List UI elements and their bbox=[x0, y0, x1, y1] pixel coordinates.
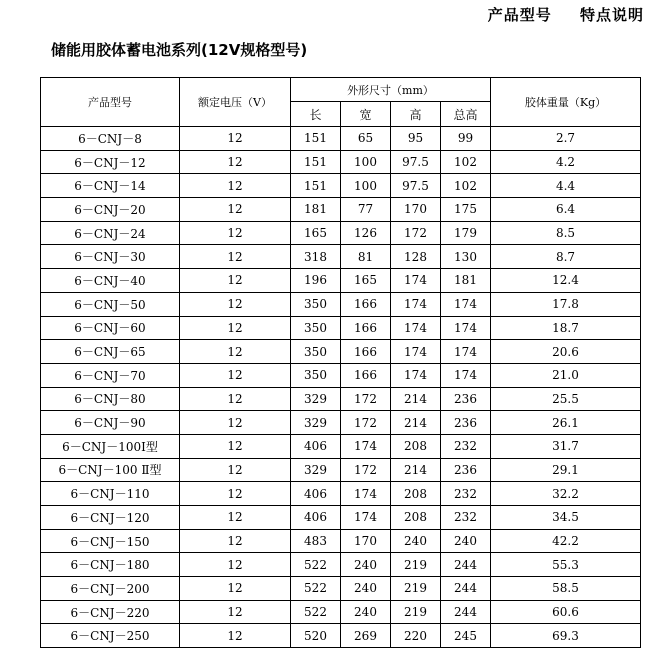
cell-height: 128 bbox=[391, 245, 441, 269]
cell-total-height: 175 bbox=[441, 198, 491, 222]
table-row bbox=[41, 387, 641, 411]
cell-total-height: 232 bbox=[441, 482, 491, 506]
cell-model: 6－CNJ－120 bbox=[41, 506, 180, 530]
cell-width: 174 bbox=[341, 434, 391, 458]
cell-voltage: 12 bbox=[180, 150, 291, 174]
cell-model: 6－CNJ－70 bbox=[41, 363, 180, 387]
cell-weight: 29.1 bbox=[491, 458, 641, 482]
cell-weight: 34.5 bbox=[491, 506, 641, 530]
cell-width: 240 bbox=[341, 600, 391, 624]
cell-weight: 58.5 bbox=[491, 577, 641, 601]
cell-model: 6－CNJ－80 bbox=[41, 387, 180, 411]
cell-weight: 2.7 bbox=[491, 127, 641, 151]
cell-model: 6－CNJ－100Ⅰ型 bbox=[41, 434, 180, 458]
cell-height: 174 bbox=[391, 340, 441, 364]
table-row bbox=[41, 624, 641, 648]
cell-weight: 4.4 bbox=[491, 174, 641, 198]
cell-width: 174 bbox=[341, 482, 391, 506]
cell-length: 329 bbox=[291, 411, 341, 435]
cell-model: 6－CNJ－30 bbox=[41, 245, 180, 269]
cell-height: 220 bbox=[391, 624, 441, 648]
cell-height: 208 bbox=[391, 506, 441, 530]
table-row bbox=[41, 600, 641, 624]
cell-width: 170 bbox=[341, 529, 391, 553]
cell-model: 6－CNJ－24 bbox=[41, 221, 180, 245]
table-row bbox=[41, 411, 641, 435]
header-voltage: 额定电压（V） bbox=[180, 78, 291, 127]
cell-model: 6－CNJ－50 bbox=[41, 292, 180, 316]
table-row bbox=[41, 127, 641, 151]
cell-weight: 8.5 bbox=[491, 221, 641, 245]
cell-voltage: 12 bbox=[180, 411, 291, 435]
cell-total-height: 99 bbox=[441, 127, 491, 151]
cell-height: 172 bbox=[391, 221, 441, 245]
table-row bbox=[41, 292, 641, 316]
table-row bbox=[41, 221, 641, 245]
cell-width: 166 bbox=[341, 292, 391, 316]
table-row bbox=[41, 506, 641, 530]
cell-voltage: 12 bbox=[180, 553, 291, 577]
cell-length: 406 bbox=[291, 506, 341, 530]
cell-length: 318 bbox=[291, 245, 341, 269]
cell-voltage: 12 bbox=[180, 529, 291, 553]
cell-height: 174 bbox=[391, 363, 441, 387]
cell-width: 269 bbox=[341, 624, 391, 648]
cell-width: 166 bbox=[341, 340, 391, 364]
cell-voltage: 12 bbox=[180, 292, 291, 316]
cell-model: 6－CNJ－200 bbox=[41, 577, 180, 601]
cell-height: 240 bbox=[391, 529, 441, 553]
header-width: 宽 bbox=[341, 102, 391, 127]
cell-model: 6－CNJ－150 bbox=[41, 529, 180, 553]
cell-weight: 8.7 bbox=[491, 245, 641, 269]
cell-width: 240 bbox=[341, 553, 391, 577]
cell-weight: 21.0 bbox=[491, 363, 641, 387]
cell-height: 219 bbox=[391, 600, 441, 624]
cell-length: 406 bbox=[291, 434, 341, 458]
cell-height: 208 bbox=[391, 434, 441, 458]
cell-model: 6－CNJ－20 bbox=[41, 198, 180, 222]
cell-length: 350 bbox=[291, 363, 341, 387]
cell-length: 350 bbox=[291, 292, 341, 316]
cell-width: 240 bbox=[341, 577, 391, 601]
cell-total-height: 236 bbox=[441, 458, 491, 482]
cell-voltage: 12 bbox=[180, 434, 291, 458]
cell-width: 100 bbox=[341, 150, 391, 174]
cell-weight: 4.2 bbox=[491, 150, 641, 174]
cell-length: 522 bbox=[291, 600, 341, 624]
cell-weight: 18.7 bbox=[491, 316, 641, 340]
cell-height: 97.5 bbox=[391, 174, 441, 198]
cell-voltage: 12 bbox=[180, 127, 291, 151]
cell-total-height: 102 bbox=[441, 150, 491, 174]
cell-voltage: 12 bbox=[180, 221, 291, 245]
cell-length: 196 bbox=[291, 269, 341, 293]
cell-model: 6－CNJ－100 Ⅱ型 bbox=[41, 458, 180, 482]
table-body bbox=[41, 127, 641, 648]
header-dimensions: 外形尺寸（mm） bbox=[291, 78, 491, 102]
cell-voltage: 12 bbox=[180, 458, 291, 482]
cell-total-height: 244 bbox=[441, 553, 491, 577]
cell-total-height: 240 bbox=[441, 529, 491, 553]
cell-height: 219 bbox=[391, 553, 441, 577]
header-height: 高 bbox=[391, 102, 441, 127]
battery-spec-table bbox=[40, 77, 641, 648]
cell-length: 520 bbox=[291, 624, 341, 648]
cell-width: 100 bbox=[341, 174, 391, 198]
cell-voltage: 12 bbox=[180, 577, 291, 601]
cell-voltage: 12 bbox=[180, 174, 291, 198]
cell-model: 6－CNJ－220 bbox=[41, 600, 180, 624]
cell-height: 170 bbox=[391, 198, 441, 222]
cell-length: 483 bbox=[291, 529, 341, 553]
cell-total-height: 181 bbox=[441, 269, 491, 293]
cell-total-height: 236 bbox=[441, 387, 491, 411]
header-total-height: 总高 bbox=[441, 102, 491, 127]
cell-weight: 60.6 bbox=[491, 600, 641, 624]
cell-voltage: 12 bbox=[180, 363, 291, 387]
cell-width: 172 bbox=[341, 387, 391, 411]
cell-height: 174 bbox=[391, 292, 441, 316]
cell-width: 81 bbox=[341, 245, 391, 269]
table-row bbox=[41, 245, 641, 269]
cell-length: 406 bbox=[291, 482, 341, 506]
cell-weight: 6.4 bbox=[491, 198, 641, 222]
table-row bbox=[41, 363, 641, 387]
cell-length: 165 bbox=[291, 221, 341, 245]
cell-total-height: 174 bbox=[441, 316, 491, 340]
cell-height: 174 bbox=[391, 269, 441, 293]
cell-length: 522 bbox=[291, 577, 341, 601]
cell-length: 151 bbox=[291, 127, 341, 151]
cell-model: 6－CNJ－14 bbox=[41, 174, 180, 198]
header-length: 长 bbox=[291, 102, 341, 127]
cell-weight: 32.2 bbox=[491, 482, 641, 506]
cell-total-height: 174 bbox=[441, 363, 491, 387]
table-row bbox=[41, 434, 641, 458]
cell-width: 165 bbox=[341, 269, 391, 293]
cell-model: 6－CNJ－180 bbox=[41, 553, 180, 577]
cell-length: 151 bbox=[291, 150, 341, 174]
cell-width: 166 bbox=[341, 363, 391, 387]
cell-weight: 25.5 bbox=[491, 387, 641, 411]
table-header-row bbox=[41, 78, 641, 102]
cell-width: 166 bbox=[341, 316, 391, 340]
cell-total-height: 174 bbox=[441, 340, 491, 364]
cell-model: 6－CNJ－250 bbox=[41, 624, 180, 648]
cell-model: 6－CNJ－90 bbox=[41, 411, 180, 435]
cell-total-height: 244 bbox=[441, 600, 491, 624]
cell-voltage: 12 bbox=[180, 316, 291, 340]
cell-weight: 17.8 bbox=[491, 292, 641, 316]
cell-height: 208 bbox=[391, 482, 441, 506]
cell-height: 97.5 bbox=[391, 150, 441, 174]
cell-total-height: 102 bbox=[441, 174, 491, 198]
cell-height: 214 bbox=[391, 387, 441, 411]
cell-height: 214 bbox=[391, 411, 441, 435]
cell-voltage: 12 bbox=[180, 387, 291, 411]
cell-weight: 26.1 bbox=[491, 411, 641, 435]
cell-voltage: 12 bbox=[180, 269, 291, 293]
cell-width: 126 bbox=[341, 221, 391, 245]
cell-length: 181 bbox=[291, 198, 341, 222]
cell-model: 6－CNJ－8 bbox=[41, 127, 180, 151]
document-title: 储能用胶体蓄电池系列(12V规格型号) bbox=[51, 41, 308, 59]
cell-weight: 69.3 bbox=[491, 624, 641, 648]
cell-width: 172 bbox=[341, 411, 391, 435]
cell-width: 172 bbox=[341, 458, 391, 482]
cell-length: 350 bbox=[291, 340, 341, 364]
cell-length: 329 bbox=[291, 387, 341, 411]
cell-voltage: 12 bbox=[180, 600, 291, 624]
table-row bbox=[41, 174, 641, 198]
cell-total-height: 130 bbox=[441, 245, 491, 269]
table-row bbox=[41, 577, 641, 601]
cell-total-height: 236 bbox=[441, 411, 491, 435]
table-row bbox=[41, 553, 641, 577]
cell-model: 6－CNJ－60 bbox=[41, 316, 180, 340]
cell-voltage: 12 bbox=[180, 506, 291, 530]
cell-weight: 55.3 bbox=[491, 553, 641, 577]
header-model: 产品型号 bbox=[41, 78, 180, 127]
table-row bbox=[41, 458, 641, 482]
top-header bbox=[466, 4, 644, 25]
cell-weight: 20.6 bbox=[491, 340, 641, 364]
cell-voltage: 12 bbox=[180, 245, 291, 269]
cell-total-height: 245 bbox=[441, 624, 491, 648]
table-row bbox=[41, 150, 641, 174]
header-features-label: 特点说明 bbox=[579, 6, 644, 24]
cell-voltage: 12 bbox=[180, 198, 291, 222]
cell-width: 65 bbox=[341, 127, 391, 151]
cell-total-height: 179 bbox=[441, 221, 491, 245]
table-row bbox=[41, 340, 641, 364]
cell-total-height: 232 bbox=[441, 434, 491, 458]
table-row bbox=[41, 269, 641, 293]
cell-total-height: 244 bbox=[441, 577, 491, 601]
cell-weight: 31.7 bbox=[491, 434, 641, 458]
cell-total-height: 232 bbox=[441, 506, 491, 530]
cell-length: 350 bbox=[291, 316, 341, 340]
cell-voltage: 12 bbox=[180, 482, 291, 506]
header-product-model-label: 产品型号 bbox=[487, 6, 552, 24]
cell-model: 6－CNJ－12 bbox=[41, 150, 180, 174]
table-row bbox=[41, 529, 641, 553]
table-row bbox=[41, 482, 641, 506]
cell-height: 95 bbox=[391, 127, 441, 151]
table-row bbox=[41, 198, 641, 222]
cell-width: 174 bbox=[341, 506, 391, 530]
cell-height: 219 bbox=[391, 577, 441, 601]
table-row bbox=[41, 316, 641, 340]
header-weight: 胶体重量（Kg） bbox=[491, 78, 641, 127]
cell-width: 77 bbox=[341, 198, 391, 222]
cell-total-height: 174 bbox=[441, 292, 491, 316]
cell-voltage: 12 bbox=[180, 624, 291, 648]
cell-weight: 12.4 bbox=[491, 269, 641, 293]
cell-length: 329 bbox=[291, 458, 341, 482]
cell-model: 6－CNJ－65 bbox=[41, 340, 180, 364]
cell-voltage: 12 bbox=[180, 340, 291, 364]
cell-model: 6－CNJ－110 bbox=[41, 482, 180, 506]
cell-length: 522 bbox=[291, 553, 341, 577]
cell-model: 6－CNJ－40 bbox=[41, 269, 180, 293]
cell-weight: 42.2 bbox=[491, 529, 641, 553]
cell-height: 214 bbox=[391, 458, 441, 482]
cell-length: 151 bbox=[291, 174, 341, 198]
cell-height: 174 bbox=[391, 316, 441, 340]
